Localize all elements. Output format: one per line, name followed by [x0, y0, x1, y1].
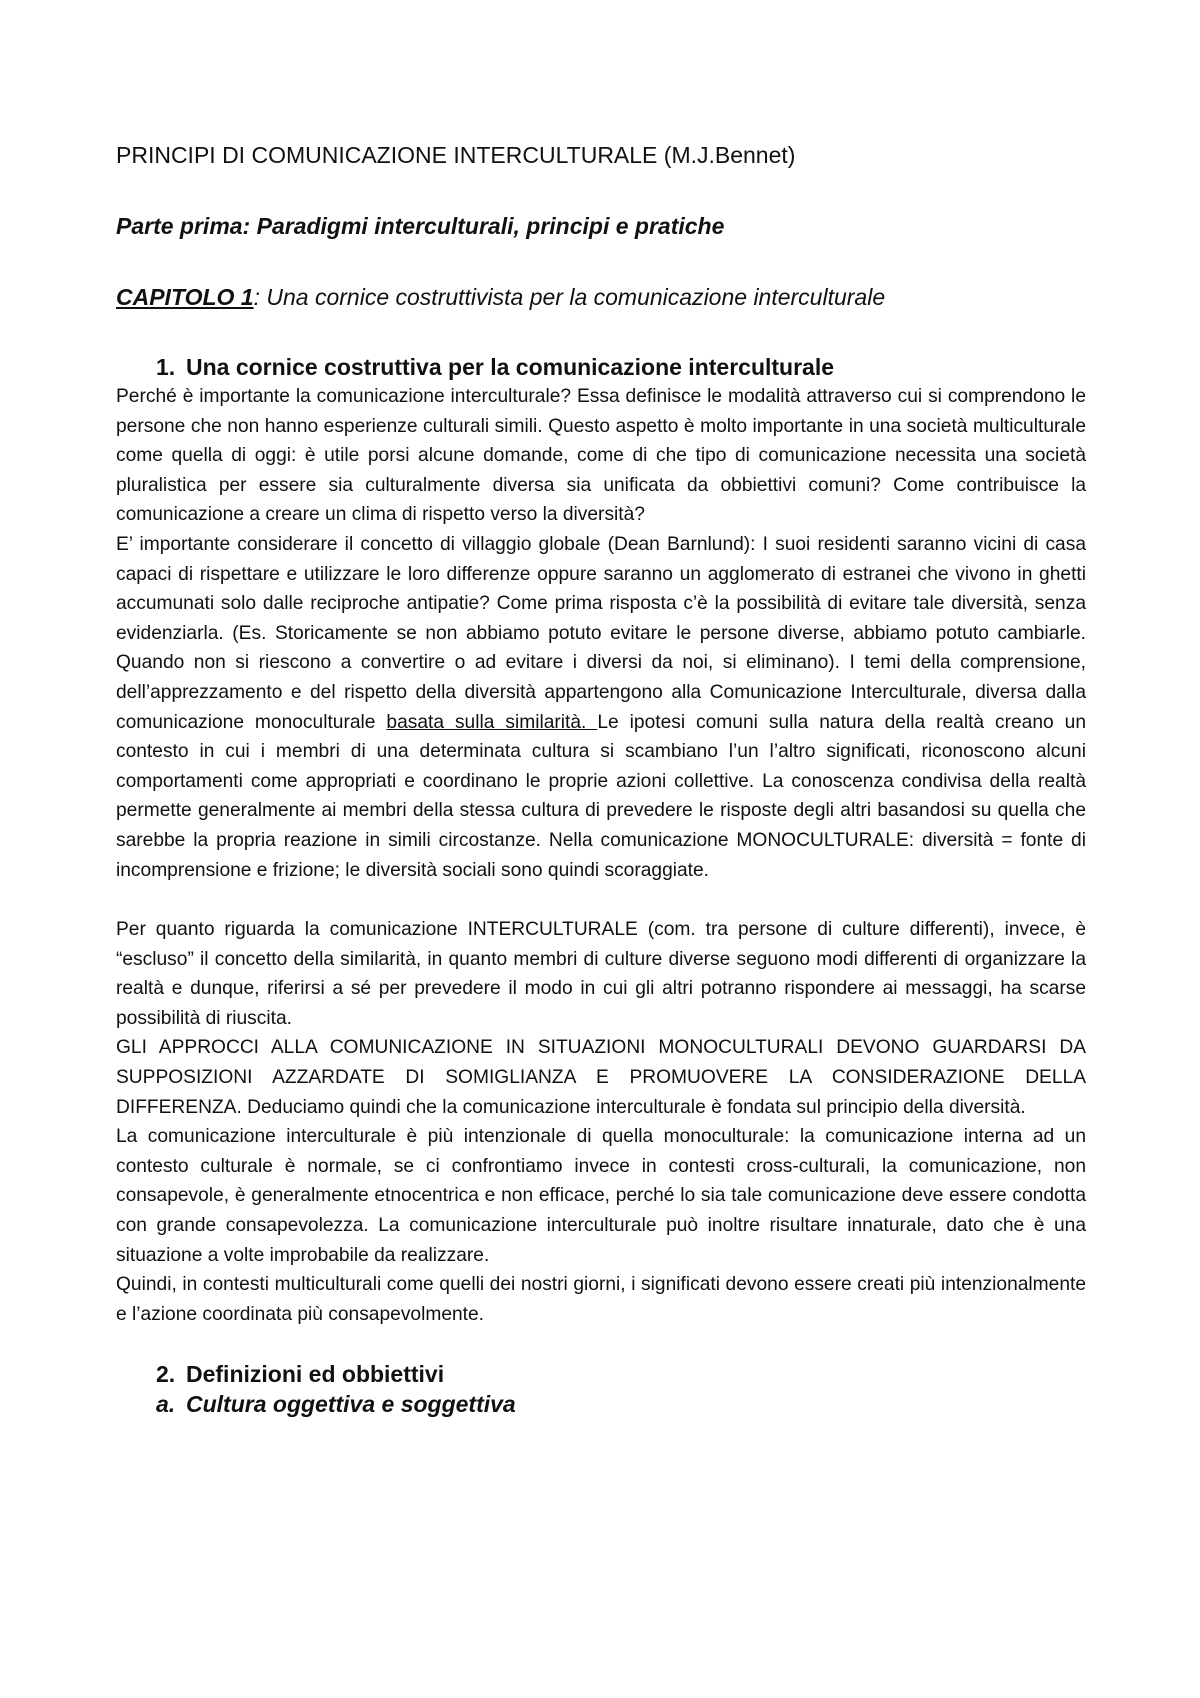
paragraph-6: Quindi, in contesti multiculturali come quelli dei nostri giorni, i significati devono essere creati più intenzionalmente e l’azione coordinata più consapevolmente. — [116, 1274, 1086, 1325]
document-page — [116, 140, 1086, 1419]
chapter-title: Una cornice costruttivista per la comunicazione interculturale — [260, 284, 886, 310]
section-1-title: Una cornice costruttiva per la comunicazione interculturale — [186, 354, 835, 380]
paragraph-5: La comunicazione interculturale è più intenzionale di quella monoculturale: la comunicazione interna ad un contesto culturale è normale, se ci confrontiamo invece in contesti cross-culturali, la comunicazione, non consapevole, è generalmente etnocentrica e non efficace, perché lo sia tale comunicazione deve essere condotta con grande consapevolezza. La comunicazione interculturale può inoltre risultare innaturale, dato che è una situazione a volte improbabile da realizzare. — [116, 1126, 1086, 1266]
chapter-separator: : — [253, 284, 260, 310]
paragraph-2-underlined: basata sulla similarità. — [386, 711, 598, 733]
section-1-number: 1. — [156, 354, 176, 380]
section-spacer — [116, 1329, 1086, 1359]
section-2-number: 2. — [156, 1361, 176, 1388]
paragraph-2-text-before: E’ importante considerare il concetto di villaggio globale (Dean Barnlund): I suoi residenti saranno vicini di casa capaci di rispettare e utilizzare le loro differenze oppure saranno un agglomerato di estranei che vivono in ghetti accumunati solo dalle reciproche antipatie? Come prima risposta c’è la possibilità di evitare tale diversità, senza evidenziarla. (Es. Storicamente se non abbiamo potuto evitare le persone diverse, abbiamo potuto cambiarle. Quando non si riescono a convertire o ad evitare i diversi da noi, si eliminano). I temi della comprensione, dell’apprezzamento e del rispetto della diversità appartengono alla Comunicazione Interculturale, diversa dalla comunicazione monoculturale — [116, 533, 1086, 733]
section-2-heading — [116, 1359, 1086, 1389]
chapter-label: CAPITOLO 1 — [116, 284, 254, 310]
chapter-heading — [116, 282, 1086, 312]
part-title: Parte prima: Paradigmi interculturali, principi e pratiche — [116, 213, 725, 239]
subsection-a-number: a. — [156, 1391, 176, 1418]
document-title: PRINCIPI DI COMUNICAZIONE INTERCULTURALE (M.J.Bennet) — [116, 142, 796, 168]
subsection-a-title: Cultura oggettiva e soggettiva — [186, 1391, 516, 1418]
paragraph-3: Per quanto riguarda la comunicazione INTERCULTURALE (com. tra persone di culture differenti), invece, è “escluso” il concetto della similarità, in quanto membri di culture diverse seguono modi differenti di organizzare la realtà e dunque, riferirsi a sé per prevedere il modo in cui gli altri potranno rispondere ai messaggi, ha scarse possibilità di riuscita. — [116, 919, 1086, 1029]
paragraph-1: Perché è importante la comunicazione interculturale? Essa definisce le modalità attraverso cui si comprendono le persone che non hanno esperienze culturali simili. Questo aspetto è molto importante in una società multiculturale come quella di oggi: è utile porsi alcune domande, come di che tipo di comunicazione necessita una società pluralistica per essere sia culturalmente diversa sia unificata da obbiettivi comuni? Come contribuisce la comunicazione a creare un clima di rispetto verso la diversità? — [116, 386, 1086, 526]
section-1-heading — [116, 352, 1086, 382]
paragraph-2 — [116, 530, 1086, 885]
subsection-a-heading — [116, 1389, 1086, 1419]
paragraph-4: GLI APPROCCI ALLA COMUNICAZIONE IN SITUAZIONI MONOCULTURALI DEVONO GUARDARSI DA SUPPOSIZIONI AZZARDATE DI SOMIGLIANZA E PROMUOVERE LA CONSIDERAZIONE DELLA DIFFERENZA. Deduciamo quindi che la comunicazione interculturale è fondata sul principio della diversità. — [116, 1037, 1086, 1118]
section-2-title: Definizioni ed obbiettivi — [186, 1361, 445, 1388]
paragraph-spacer — [116, 885, 1086, 915]
paragraph-2-text-after: Le ipotesi comuni sulla natura della realtà creano un contesto in cui i membri di una determinata cultura si scambiano l’un l’altro significati, riconoscono alcuni comportamenti come appropriati e coordinano le proprie azioni collettive. La conoscenza condivisa della realtà permette generalmente ai membri della stessa cultura di prevedere le risposte degli altri basandosi su quella che sarebbe la propria reazione in simili circostanze. Nella comunicazione MONOCULTURALE: diversità = fonte di incomprensione e frizione; le diversità sociali sono quindi scoraggiate. — [116, 711, 1086, 881]
